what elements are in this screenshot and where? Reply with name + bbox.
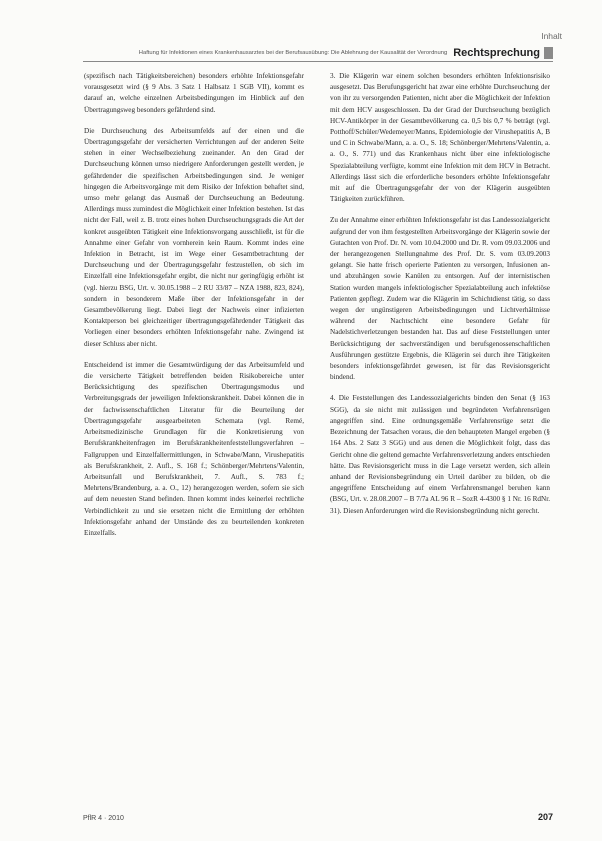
left-paragraph-1: (spezifisch nach Tätigkeitsbereichen) besonders erhöhte Infektionsgefahr vorausgesetzt wird (§ 9 Abs. 3 Satz 1 Halbsatz 1 SGB VII), kommt es darauf an, welche einzelnen Arbeitsbedingungen im Hinblick auf den Übertragungsweg besonders gefährdend sind. xyxy=(84,72,304,114)
contents-tag[interactable]: Inhalt xyxy=(541,31,562,41)
right-paragraph-2: Zu der Annahme einer erhöhten Infektionsgefahr ist das Landessozialgericht aufgrund der von ihm festgestellten Arbeitsvorgänge der Klägerin sowie der Gutachten von Prof. Dr. N. vom 10.04.2000 und Dr. R. vom 09.03.2006 und der herangezogenen Stellungnahme des Prof. Dr. S. vom 03.09.2003 gelangt. Sie hatte frisch operierte Patienten zu versorgen, Infusionen an- und abzuhängen sowie Kanülen zu entsorgen. Auf der internistischen Station wurden mangels infektiologischer Spezialabteilung auch infektiöse Patienten gepflegt. Zudem war die Klägerin im Schichtdienst tätig, so dass wegen der ungünstigeren Arbeitsbedingungen und Lichtverhältnisse während der Nachtschicht eine besondere Gefahr für Nadelstichverletzungen bestanden hat. Das auf diese Feststellungen unter Berücksichtigung der sachverständigen und berufsgenossenschaftlichen Ausführungen gestützte Ergebnis, die Klägerin sei durch ihre Tätigkeiten besonders infektionsgefährdet gewesen, ist für das Revisionsgericht bindend. xyxy=(330,216,550,382)
right-column xyxy=(330,71,550,527)
page-footer xyxy=(83,812,553,822)
right-paragraph-3: 4. Die Feststellungen des Landessozialgerichts binden den Senat (§ 163 SGG), da sie nicht mit zulässigen und begründeten Verfahrensrügen angegriffen sind. Eine ordnungsgemäße Verfahrensrüge setzt die Bezeichnung der Tatsachen voraus, die den behaupteten Mangel ergeben (§ 164 Abs. 2 Satz 3 SGG) und aus denen die Möglichkeit folgt, dass das Gericht ohne die geltend gemachte Verfahrensverletzung anders entschieden hätte. Das Revisionsgericht muss in die Lage versetzt werden, sich allein anhand der Revisionsbegründung ein Urteil darüber zu bilden, ob die angegriffene Entscheidung auf einem Verfahrensmangel beruhen kann (BSG, Urt. v. 28.08.2007 – B 7/7a AL 96 R – SozR 4-4300 § 1 Nr. 16 RdNr. 31). Diesen Anforderungen wird die Revisionsbegründung nicht gerecht. xyxy=(330,394,550,515)
page-number: 207 xyxy=(537,812,553,822)
right-paragraph-1: 3. Die Klägerin war einem solchen besonders erhöhten Infektionsrisiko ausgesetzt. Das Berufungsgericht hat zwar eine erhöhte Durchseuchung der von ihr zu versorgenden Patienten, nicht aber die Möglichkeit der Infektion mit dem HCV ausgeschlossen. Da der Grad der Durchseuchung bezüglich HCV-Antikörper in der Gesamtbevölkerung ca. 0,5 bis 0,7 % beträgt (vgl. Potthoff/Schüler/Wedemeyer/Manns, Epidemiologie der Virushepatitis A, B und C in Schwabe/Mann, a. a. O., S. 18; Schönberger/Mehrtens/Valentin, a. a. O., S. 771) und das Krankenhaus nicht über eine infektiologische Spezialabteilung verfügte, kommt eine Infektion mit dem HCV in Betracht. Allerdings lässt sich die erforderliche besonders erhöhte Infektionsgefahr mit auf die Übertragungsgefahr der von der Klägerin ausgeübten Tätigkeiten zurückführen. xyxy=(330,72,550,204)
left-column xyxy=(84,71,304,549)
running-title: Haftung für Infektionen eines Krankenhausarztes bei der Berufsausübung: Die Ablehnung der Kausalität der Verordnung xyxy=(138,50,448,56)
header-divider xyxy=(83,61,553,62)
left-paragraph-2: Die Durchseuchung des Arbeitsumfelds auf der einen und die Übertragungsgefahr der versicherten Verrichtungen auf der anderen Seite stehen in einer Wechselbeziehung zueinander. An den Grad der Durchseuchung können umso niedrigere Anforderungen gestellt werden, je gefährdender die spezifischen Arbeitsbedingungen sind. Je weniger hingegen die Arbeitsvorgänge mit dem Risiko der Infektion behaftet sind, umso mehr gelangt das Ausmaß der Durchseuchung an Bedeutung. Allerdings muss zumindest die Möglichkeit einer Infektion bestehen. Ist das nicht der Fall, weil z. B. trotz eines hohen Durchseuchungsgrads die Art der konkret ausgeübten Tätigkeit eine Infektionsvorgang ausschließt, ist für die Annahme einer Gefahr von vornherein kein Raum. Kommt indes eine Infektion in Betracht, ist im Wege einer Gesamtbetrachtung der Durchseuchung und der Übertragungsgefahr festzustellen, ob sich im Einzelfall eine Infektionsgefahr ergibt, die nicht nur geringfügig erhöht ist (vgl. hierzu BSG, Urt. v. 30.05.1988 – 2 RU 33/87 – NZA 1988, 823, 824), sondern in besonderem Maße über der Infektionsgefahr in der Gesamtbevölkerung liegt. Dabei liegt der Nachweis einer infizierten Kontaktperson bei gleichzeitiger übertragungsgefährdender Tätigkeit das Vorliegen einer besonders erhöhten Infektionsgefahr nahe. Zwingend ist dieser Schluss aber nicht. xyxy=(84,126,304,348)
section-title: Rechtsprechung xyxy=(453,47,540,59)
running-header xyxy=(83,46,553,60)
section-marker xyxy=(544,47,553,59)
left-paragraph-3: Entscheidend ist immer die Gesamtwürdigung der das Arbeitsumfeld und die versicherte Tätigkeit betreffenden beiden Risikobereiche unter Berücksichtigung des spezifischen Übertragungsmodus und Verbreitungsgrads der jeweiligen Infektionskrankheit. Dabei können die in der fachwissenschaftlichen Literatur für die Beurteilung der Übertragungsgefahr ausgearbeiteten Schemata (vgl. Remé, Arbeitsmedizinische Grundlagen für die Konkretisierung von Berufskrankheitenfragen im Berufskrankheitenfeststellungsverfahren – Fallgruppen und Einzelfallermittlungen, in Schwabe/Mann, Virushepatitis als Berufskrankheit, 2. Aufl., S. 168 f.; Schönberger/Mehrtens/Valentin, Arbeitsunfall und Berufskrankheit, 7. Aufl., S. 783 f.; Mehrtens/Brandenburg, a. a. O., 12) herangezogen werden, sofern sie sich auf dem neuesten Stand befinden. Ihnen kommt indes keinerlei rechtliche Verbindlichkeit zu und sie ersetzen nicht die Ermittlung der erhöhten Infektionsgefahr anhand der Umstände des zu beurteilenden konkreten Einzelfalls. xyxy=(84,360,304,537)
journal-issue: PflR 4 · 2010 xyxy=(83,815,124,822)
